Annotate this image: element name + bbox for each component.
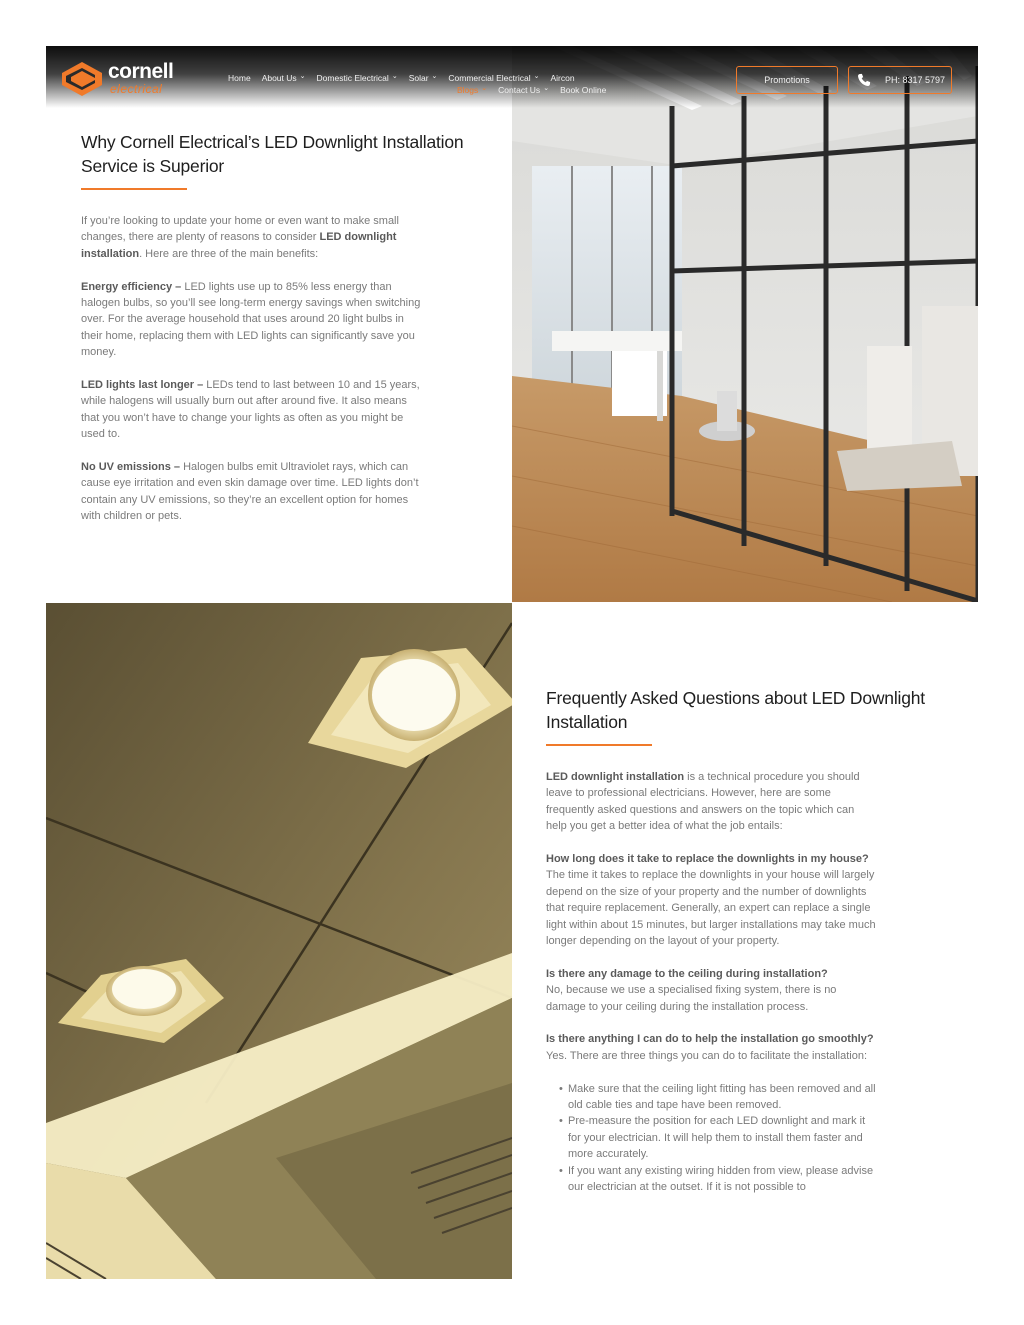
faq-title-underline <box>546 744 652 746</box>
benefit-heading: Energy efficiency – <box>81 280 182 293</box>
faq-intro-keyword-link[interactable]: LED downlight installation <box>546 771 685 783</box>
faq-answer: The time it takes to replace the downlights in your house will largely depend on the size of your property and the number of downlights that require replacement. Generally, an expert can replace a single light within about 15 minutes, but larger installations may take much longer depending on the layout of your property. <box>546 869 876 948</box>
nav-item-label: About Us <box>261 73 297 83</box>
benefit-heading: LED lights last longer – <box>81 379 204 392</box>
benefits-section <box>81 130 491 525</box>
tip-list-item: • If you want any existing wiring hidden from view, please advise our electrician at the outset. If it is not possible to <box>559 1163 876 1196</box>
nav-item-solar[interactable] <box>409 72 438 84</box>
promotions-label: Promotions <box>764 75 810 85</box>
faq-item <box>546 851 876 949</box>
faq-title: Frequently Asked Questions about LED Downlight Installation <box>546 688 925 732</box>
benefit-paragraph <box>81 279 421 361</box>
faq-question: Is there anything I can do to help the installation go smoothly? <box>546 1033 874 1046</box>
office-photo <box>512 46 978 602</box>
faq-question: How long does it take to replace the downlights in my house? <box>546 853 869 866</box>
intro-text: If you’re looking to update your home or even want to make small changes, there are plenty of reasons to consider <box>81 215 399 244</box>
nav-item-label: Home <box>228 73 251 83</box>
nav-item-book-online[interactable] <box>560 84 606 96</box>
site-logo[interactable] <box>60 60 200 100</box>
benefits-list <box>81 279 491 525</box>
chevron-down-icon: ⌄ <box>299 73 306 80</box>
logo-subtitle: electrical <box>110 82 163 96</box>
phone-icon <box>857 73 871 87</box>
nav-item-label: Book Online <box>560 85 607 95</box>
chevron-down-icon: ⌄ <box>431 73 438 80</box>
faq-answer: Yes. There are three things you can do to facilitate the installation: <box>546 1049 868 1062</box>
nav-item-home[interactable] <box>228 72 251 84</box>
chevron-down-icon: ⌄ <box>543 85 550 92</box>
office-photo-graphic <box>512 46 978 602</box>
title-underline <box>81 188 187 190</box>
nav-item-commercial-electrical[interactable] <box>448 72 539 84</box>
benefits-title: Why Cornell Electrical’s LED Downlight Installation Service is Superior <box>81 132 464 176</box>
logo-wordmark: cornell <box>108 60 174 83</box>
benefit-paragraph <box>81 459 421 525</box>
phone-button[interactable] <box>848 66 952 94</box>
nav-item-blogs[interactable] <box>457 84 487 96</box>
ceiling-downlight-photo <box>46 603 512 1279</box>
faq-answer: No, because we use a specialised fixing system, there is no damage to your ceiling during the installation process. <box>546 984 837 1013</box>
nav-item-label: Aircon <box>550 73 575 83</box>
chevron-down-icon: ⌄ <box>533 73 540 80</box>
main-nav <box>228 72 648 96</box>
faq-item <box>546 966 876 1015</box>
benefits-intro <box>81 213 421 262</box>
cornell-logo-icon <box>60 60 104 98</box>
site-header <box>46 46 978 108</box>
phone-number: PH: 8317 5797 <box>885 75 946 85</box>
page-frame <box>46 46 978 1279</box>
faq-intro <box>546 769 876 835</box>
nav-row-primary <box>228 72 648 84</box>
promotions-button[interactable] <box>736 66 838 94</box>
nav-item-about-us[interactable] <box>262 72 306 84</box>
faq-intro-text: is a technical procedure you should leave to professional electricians. However, here are some frequently asked questions and answers on the topic which can help you get a better idea of what the job entails: <box>546 771 860 833</box>
faq-list <box>546 851 956 1064</box>
nav-row-secondary <box>228 84 648 96</box>
nav-item-label: Contact Us <box>498 85 541 95</box>
benefit-text: LEDs tend to last between 10 and 15 years, while halogens will usually burn out after around five. It also means that you won’t have to change your lights as often as you might be used to. <box>81 379 420 441</box>
intro-text-end: . Here are three of the main benefits: <box>139 247 319 260</box>
nav-item-label: Blogs <box>457 85 479 95</box>
faq-question: Is there any damage to the ceiling during installation? <box>546 967 828 980</box>
nav-item-label: Commercial Electrical <box>448 73 531 83</box>
faq-item <box>546 1031 876 1064</box>
nav-item-label: Solar <box>408 73 429 83</box>
intro-keyword-link[interactable]: LED downlight installation <box>81 231 397 260</box>
chevron-down-icon: ⌄ <box>481 85 488 92</box>
faq-section <box>546 686 956 1196</box>
ceiling-photo-graphic <box>46 603 512 1279</box>
benefit-text: LED lights use up to 85% less energy than halogen bulbs, so you’ll see long-term energy savings when switching over. For the average household that uses around 20 light bulbs in their home, replacing them with LED lights can significantly save you money. <box>81 280 421 359</box>
nav-item-domestic-electrical[interactable] <box>317 72 398 84</box>
nav-item-contact-us[interactable] <box>498 84 549 96</box>
benefit-paragraph <box>81 377 421 443</box>
benefit-text: Halogen bulbs emit Ultraviolet rays, which can cause eye irritation and even skin damage over time. LED lights don’t contain any UV emissions, so they’re an excellent option for homes with children or pets. <box>81 461 419 523</box>
nav-item-aircon[interactable] <box>550 72 574 84</box>
tip-list-item: • Pre-measure the position for each LED downlight and mark it for your electrician. It will help them to install them faster and more accurately. <box>559 1113 876 1162</box>
nav-item-label: Domestic Electrical <box>316 73 389 83</box>
tip-list-item: • Make sure that the ceiling light fitting has been removed and all old cable ties and tape have been removed. <box>559 1081 876 1114</box>
benefit-heading: No UV emissions – <box>81 461 181 474</box>
chevron-down-icon: ⌄ <box>391 73 398 80</box>
tips-list <box>546 1081 876 1196</box>
